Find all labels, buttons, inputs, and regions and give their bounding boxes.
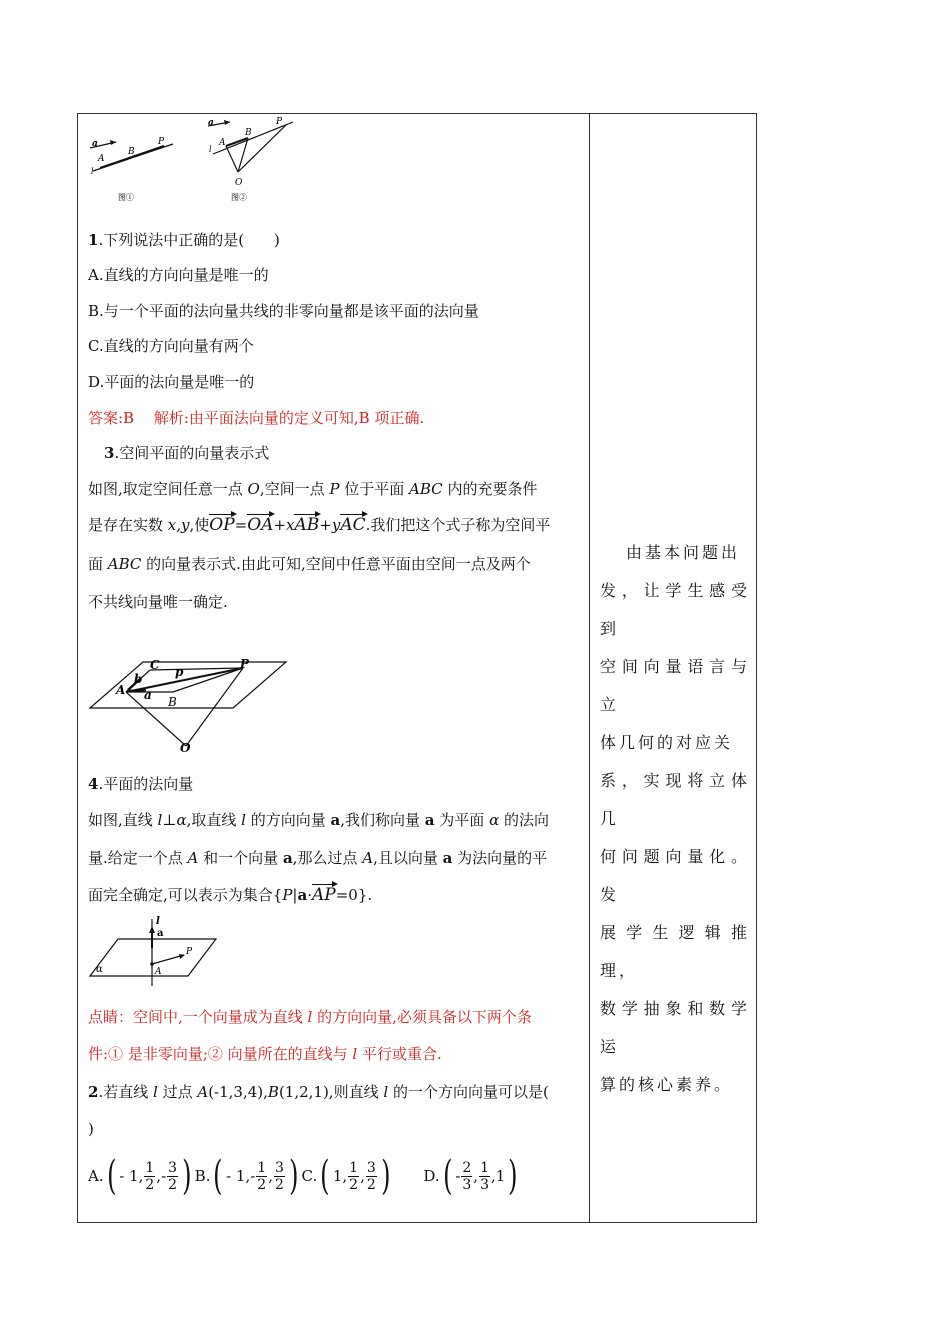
lesson-table [77, 113, 757, 1223]
q1-stem: 1.下列说法中正确的是( ) [88, 231, 280, 249]
side-note-line-5: 系，实现将立体几 [600, 771, 750, 828]
side-note-line-8: 数学抽象和数学运 [600, 999, 750, 1056]
sec4-para-line2: 量.给定一个点 A 和一个向量 a,那么过点 A,且以向量 a 为法向量的平 [88, 849, 548, 867]
q2-option-c-label: C. [301, 1167, 318, 1185]
fig1-caption: 图① [118, 193, 134, 202]
q2-stem: 2.若直线 l 过点 A(-1,3,4),B(1,2,1),则直线 l 的一个方向向量可以是( [88, 1083, 549, 1101]
note-line2: 件:① 是非零向量;② 向量所在的直线与 l 平行或重合. [88, 1045, 442, 1063]
fig2-label-O: O [235, 178, 243, 188]
column-divider [589, 114, 590, 1222]
vector-AP: AP [312, 885, 336, 905]
vector-OA: OA [247, 515, 274, 535]
sec3-para-line1: 如图,取定空间任意一点 O,空间一点 P 位于平面 ABC 内的充要条件 [88, 480, 538, 498]
plane-vector-figure [88, 654, 298, 754]
note-line1: 点睛：空间中,一个向量成为直线 l 的方向向量,必须具备以下两个条 [88, 1008, 532, 1026]
sec3-para-line3: 面 ABC 的向量表示式.由此可知,空间中任意平面由空间一点及两个 [88, 555, 531, 573]
q2-stem-close: ) [88, 1120, 94, 1138]
sec4-heading: 4.平面的法向量 [88, 775, 194, 793]
fig2-label-B: B [245, 128, 252, 138]
normal-label-P: P [186, 947, 193, 957]
plane-label-p: p [175, 665, 184, 679]
fig2-label-l: l [209, 145, 212, 154]
fig2-label-A: A [219, 138, 226, 148]
side-note-line-4: 体几何的对应关 [600, 733, 734, 752]
fig1-label-a: a [92, 139, 98, 149]
sec4-para-line3: 面完全确定,可以表示为集合{P|a·AP=0}. [88, 885, 373, 905]
q1-option-a: A.直线的方向向量是唯一的 [88, 266, 269, 284]
normal-label-A: A [155, 967, 162, 977]
vector-OP: OP [209, 515, 235, 535]
q2-option-a-label: A. [88, 1167, 104, 1185]
line-vector-figures [88, 114, 318, 209]
normal-vector-figure [88, 914, 218, 986]
side-note-line-3: 空间向量语言与立 [600, 657, 750, 714]
fig2-label-P: P [276, 117, 283, 127]
normal-label-l: l [156, 916, 160, 927]
plane-label-O: O [180, 741, 191, 754]
plane-label-C: C [150, 658, 160, 672]
fig1-label-B: B [128, 147, 135, 157]
fig1-label-l: l [91, 167, 94, 176]
plane-label-a: a [144, 688, 152, 702]
plane-label-P: P [240, 657, 250, 671]
fig2-label-a: a [208, 118, 214, 128]
side-note-line-1: 由基本问题出 [626, 543, 741, 562]
sec3-para-line4: 不共线向量唯一确定. [88, 593, 228, 611]
sec3-heading: 3.空间平面的向量表示式 [104, 444, 270, 462]
q1-option-c: C.直线的方向向量有两个 [88, 337, 254, 355]
q1-option-d: D.平面的法向量是唯一的 [88, 373, 255, 391]
vector-AC: AC [340, 515, 366, 535]
normal-label-a: a [157, 928, 164, 939]
fig1-label-A: A [98, 154, 105, 164]
vector-AB: AB [294, 515, 320, 535]
q1-option-b: B.与一个平面的法向量共线的非零向量都是该平面的法向量 [88, 302, 479, 320]
normal-label-alpha: α [96, 964, 103, 975]
design-intent-note [600, 534, 750, 1104]
fig1-label-P: P [158, 137, 165, 147]
sec3-para-line2: 是存在实数 x,y,使OP=OA+xAB+yAC.我们把这个式子称为空间平 [88, 515, 551, 535]
sec4-para-line1: 如图,直线 l⊥α,取直线 l 的方向向量 a,我们称向量 a 为平面 α 的法向 [88, 811, 549, 829]
plane-label-b: b [134, 672, 143, 686]
side-note-line-7: 展学生逻辑推理， [600, 923, 750, 980]
q2-option-b-label: B. [194, 1167, 211, 1185]
q2-options: A. ( - 1, $\frac{1}{2}$ ,- $\frac{3}{2}$ ) B. ( - 1,- $\frac{1}{2}$ , $\frac{3}{2}$ ) C. ( 1, $\frac{1}{2}$ , $\frac{3}{2}$ ) D. ( - $\frac{2}{3}$ , $\frac{1}{3}$ ,1 ) [88, 1153, 518, 1199]
plane-label-A: A [116, 683, 126, 697]
q1-answer: 答案:B 解析:由平面法向量的定义可知,B 项正确. [88, 409, 425, 427]
side-note-line-9: 算的核心素养。 [600, 1075, 734, 1094]
side-note-line-2: 发，让学生感受到 [600, 581, 750, 638]
side-note-line-6: 何问题向量化。发 [600, 847, 750, 904]
q2-option-d-label: D. [423, 1167, 440, 1185]
fig2-caption: 图② [231, 193, 247, 202]
plane-label-B: B [168, 695, 177, 709]
